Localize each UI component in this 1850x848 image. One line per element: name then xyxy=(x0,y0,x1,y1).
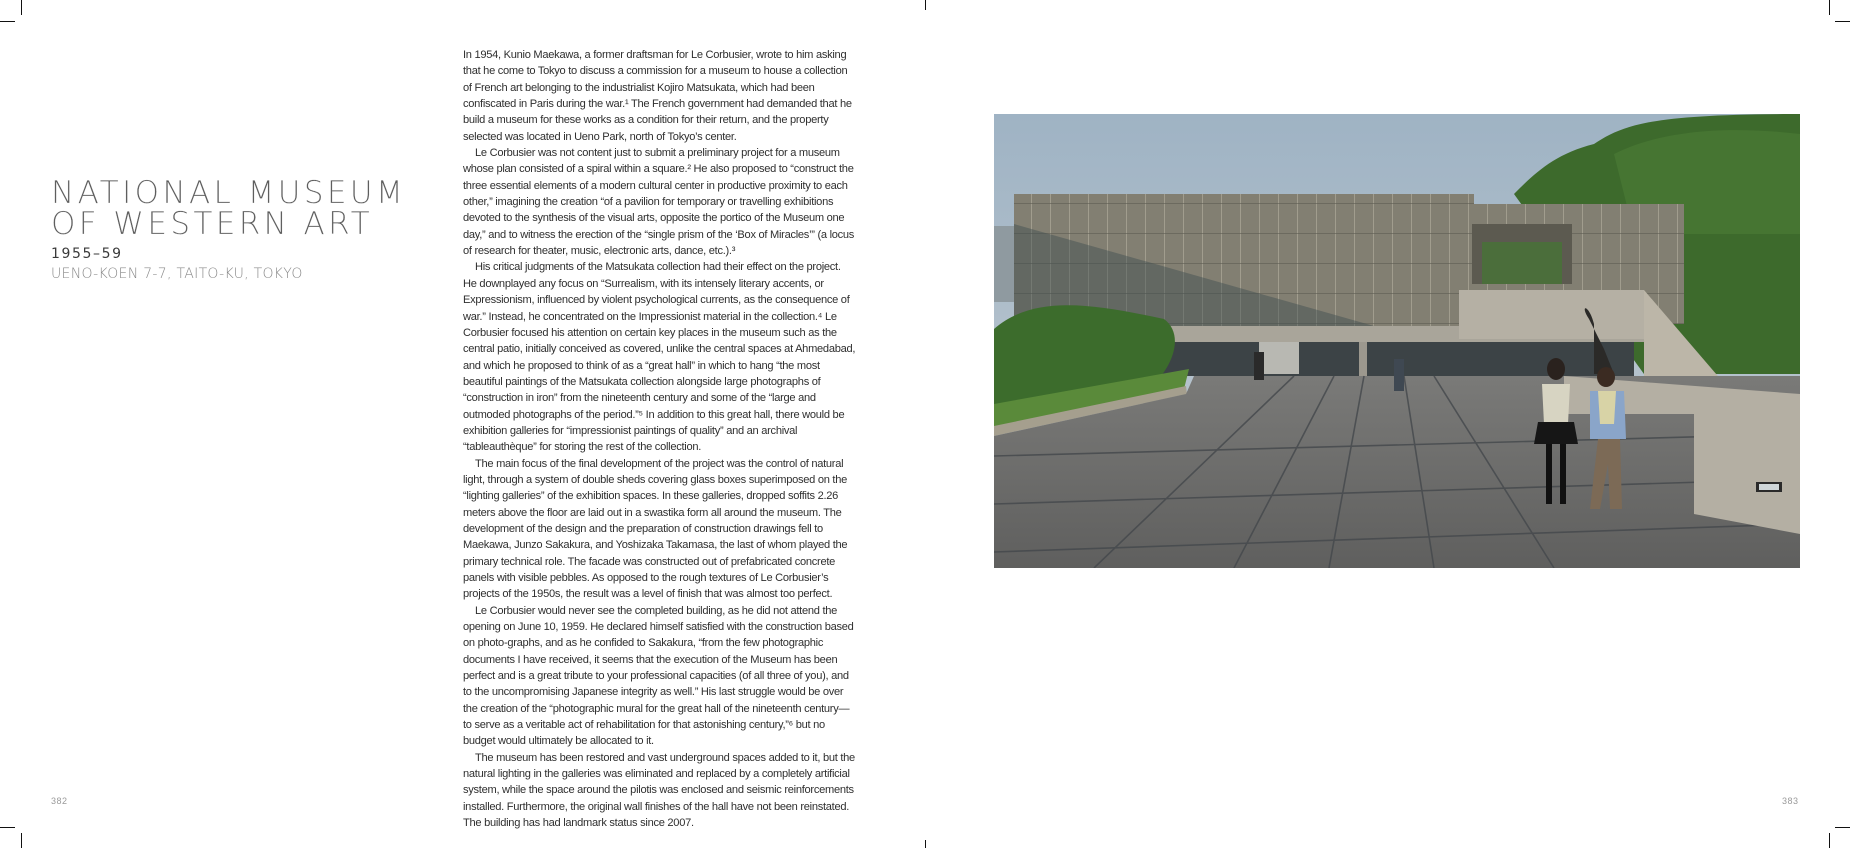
crop-mark-bottom-left-vertical xyxy=(21,833,22,848)
crop-mark-top-center xyxy=(925,0,926,10)
body-text xyxy=(463,47,857,832)
crop-mark-top-left-vertical xyxy=(21,0,22,15)
crop-mark-bottom-right-vertical xyxy=(1829,833,1830,848)
paragraph-2: Le Corbusier was not content just to submit a preliminary project for a museum whose plan consisted of a spiral within a square.² He also proposed to “construct the three essential elements of a modern cultural center in productive proximity to each other,” imagining the creation “of a pavilion for temporary or travelling exhibitions devoted to the synthesis of the visual arts, opposite the portico of the Museum one day,” and to witness the erection of the “single prism of the ‘Box of Miracles’” (a locus of research for theater, music, electronic arts, dance, etc.).³ xyxy=(463,147,855,258)
glass-pavilion xyxy=(994,226,1016,302)
building-address: UENO-KOEN 7-7, TAITO-KU, TOKYO xyxy=(51,266,303,282)
page-number-left: 382 xyxy=(51,796,68,806)
crop-mark-bottom-left-horizontal xyxy=(0,827,15,828)
title-line-1: NATIONAL MUSEUM xyxy=(51,175,407,211)
crop-mark-top-right-vertical xyxy=(1829,0,1830,15)
paragraph-6: The museum has been restored and vast underground spaces added to it, but the natural lighting in the galleries was eliminated and replaced by a completely artificial system, while the space around the pilotis was enclosed and seismic reinforcements installed. Furthermore, the original wall finishes of the hall have not been reinstated. The building has had landmark status since 2007. xyxy=(463,751,855,830)
paragraph-5: Le Corbusier would never see the completed building, as he did not attend the opening on June 10, 1959. He declared himself satisfied with the construction based on photo-graphs, and as he confided to Sakakura, “from the few photographic documents I have received, it seems that the execution of the Museum has been perfect and is a great tribute to your professional capacities (of all three of you), and to the uncompromising Japanese integrity as well.” His last struggle would be over the creation of the “photographic mural for the great hall of the nineteenth century—to serve as a veritable act of rehabilitation for that astonishing century,”⁶ but no budget would ultimately be allocated to it. xyxy=(463,604,854,748)
building-title xyxy=(51,175,431,242)
title-line-2: OF WESTERN ART xyxy=(51,206,374,242)
paragraph-1: In 1954, Kunio Maekawa, a former draftsman for Le Corbusier, wrote to him asking that he come to Tokyo to discuss a commission for a museum to house a collection of French art belonging to the industrialist Kojiro Matsukata, which had been confiscated in Paris during the war.¹ The French government had demanded that he build a museum for these works as a condition for their return, and the property selected was located in Ueno Park, north of Tokyo’s center. xyxy=(463,49,852,143)
paragraph-3: His critical judgments of the Matsukata collection had their effect on the project. He downplayed any focus on “Surrealism, with its intensely literary accents, or Expressionism, influenced by violent psychological currents, as the consequence of war.” Instead, he concentrated on the Impressionist material in the collection.⁴ Le Corbusier focused his attention on certain key places in the museum such as the central patio, initially conceived as covered, unlike the central spaces at Ahmedabad, and which he proposed to think of as a “great hall” in which to hang “the most beautiful paintings of the Matsukata collection alongside large photographs of “construction in iron” from the nineteenth century and some of the “large and outmoded photographs of the period.”⁵ In addition to this great hall, there would be exhibition galleries for “impressionist paintings of quality” and an archival “tableauthèque” for storing the rest of the collection. xyxy=(463,261,856,454)
entrance-canopy xyxy=(1459,290,1644,339)
crop-mark-bottom-center xyxy=(925,840,926,848)
crop-mark-top-left-horizontal xyxy=(0,21,15,22)
paragraph-4: The main focus of the final development of the project was the control of natural light, through a system of double sheds covering glass boxes superimposed on the “lighting galleries” of the exhibition spaces. In these galleries, dropped soffits 2.26 meters above the floor are laid out in a swastika form all around the museum. The development of the design and the preparation of construction drawings fell to Maekawa, Junzo Sakakura, and Yoshizaka Takamasa, the last of whom played the primary technical role. The facade was constructed out of prefabricated concrete panels with visible pebbles. As opposed to the rough textures of Le Corbusier’s projects of the 1950s, the result was a level of finish that was almost too perfect. xyxy=(463,457,848,601)
crop-mark-bottom-right-horizontal xyxy=(1835,827,1850,828)
photo-illustration xyxy=(994,114,1800,568)
construction-years: 1955–59 xyxy=(51,246,123,262)
crop-mark-top-right-horizontal xyxy=(1835,21,1850,22)
museum-facade-photo xyxy=(994,114,1800,568)
page-number-right: 383 xyxy=(1782,796,1799,806)
